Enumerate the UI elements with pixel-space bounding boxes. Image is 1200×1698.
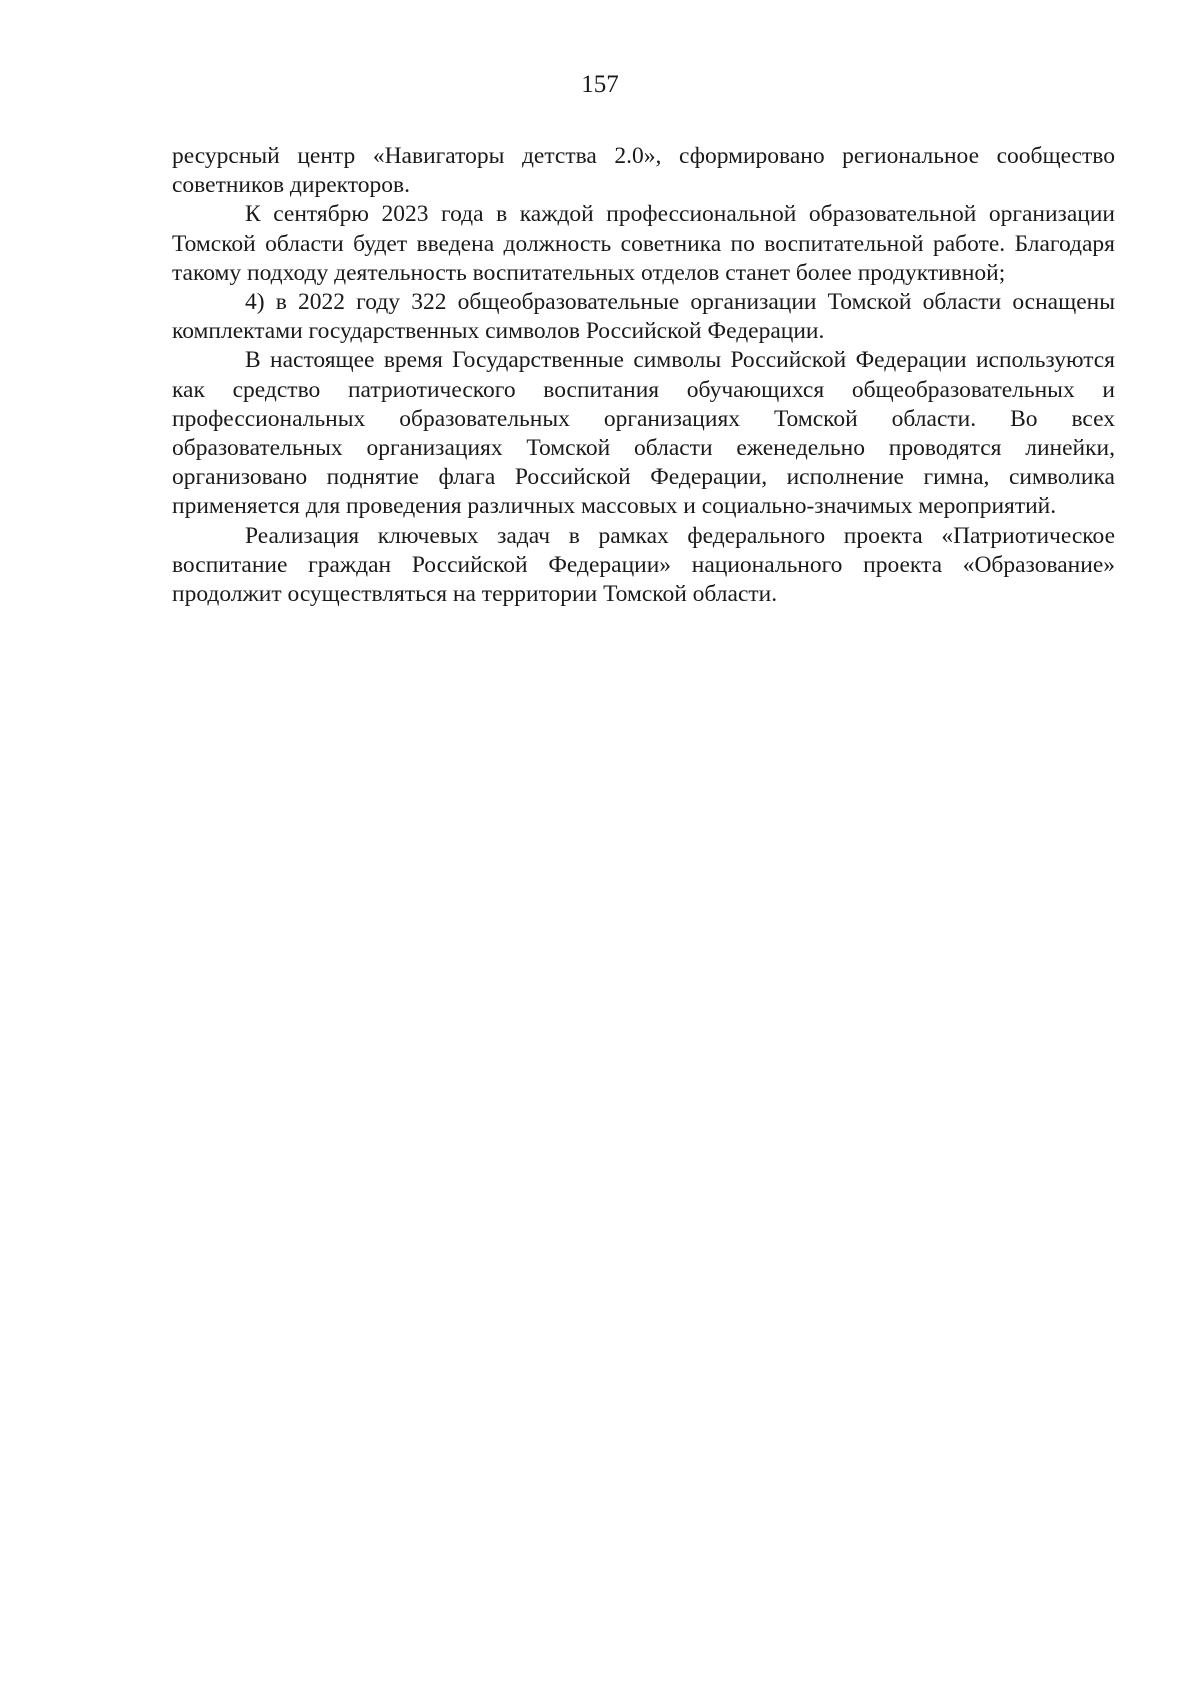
paragraph-continuation: ресурсный центр «Навигаторы детства 2.0», сформировано региональное сообщество советников директоров. <box>172 143 1115 199</box>
paragraph-advisor-position: К сентябрю 2023 года в каждой профессиональной образовательной организации Томской области будет введена должность советника по воспитательной работе. Благодаря такому подходу деятельность воспитательных отделов станет более продуктивной; <box>172 201 1115 286</box>
document-body <box>172 142 1115 609</box>
paragraph-project-implementation: Реализация ключевых задач в рамках федерального проекта «Патриотическое воспитание граждан Российской Федерации» национального проекта «Образование» продолжит осуществляться на территории Томской области. <box>172 522 1115 608</box>
paragraph-state-symbols-usage: В настоящее время Государственные символы Российской Федерации используются как средство патриотического воспитания обучающихся общеобразовательных и профессиональных образовательных организациях Томской области. Во всех образовательных организациях Томской области еженедельно проводятся линейки, организовано поднятие флага Российской Федерации, исполнение гимна, символика применяется для проведения различных массовых и социально-значимых мероприятий. <box>172 347 1115 520</box>
page-number: 157 <box>581 71 619 98</box>
paragraph-state-symbols-kits: 4) в 2022 году 322 общеобразовательные организации Томской области оснащены комплектами государственных символов Российской Федерации. <box>172 289 1115 345</box>
